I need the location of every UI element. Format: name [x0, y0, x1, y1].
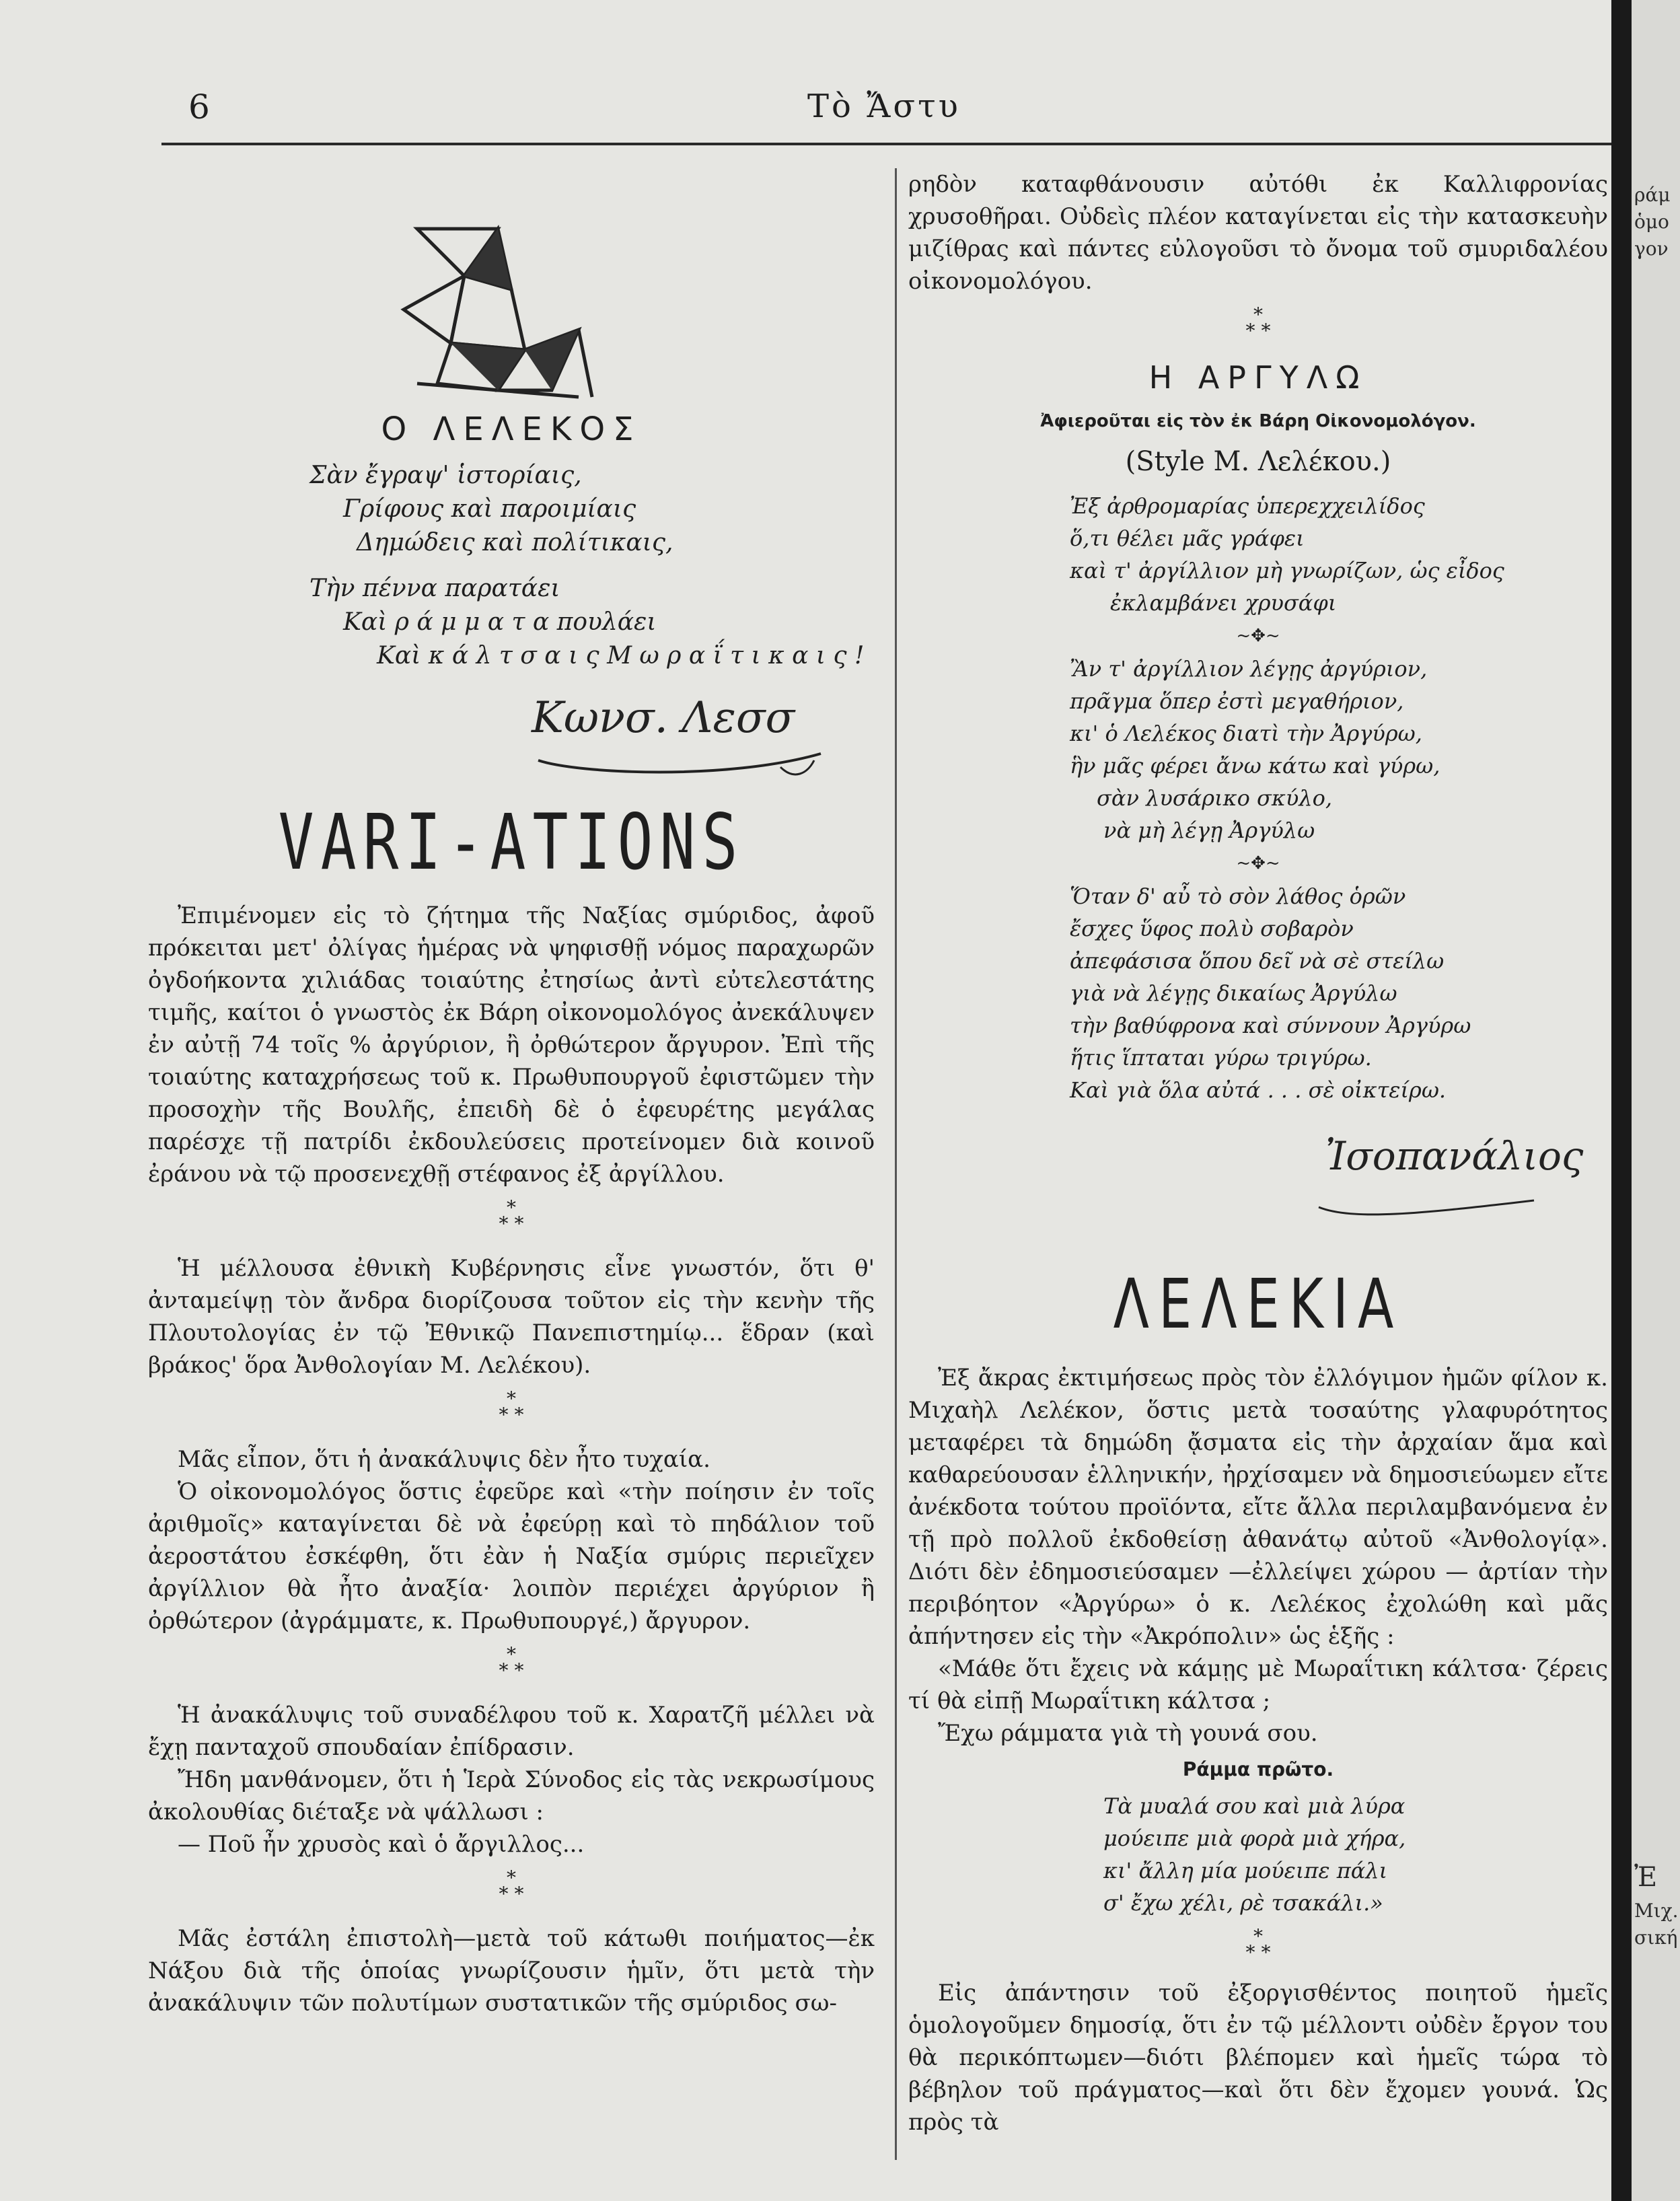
adjacent-page-fragment: Μιχ.: [1634, 1900, 1679, 1922]
poem-line: ἔσχες ὕφος πολὺ σοβαρὸν: [1070, 916, 1354, 941]
poem-line: Τὰ μυαλά σου καὶ μιὰ λύρα: [1103, 1793, 1405, 1819]
poem-line: σὰν λυσάρικο σκύλο,: [1097, 785, 1333, 811]
poem-line: μούειπε μιὰ φορὰ μιὰ χήρα,: [1103, 1826, 1406, 1851]
variations-paragraph: Μᾶς εἶπον, ὅτι ἡ ἀνακάλυψις δὲν ἦτο τυχαία.: [178, 1446, 710, 1473]
section-stars: * * *: [499, 1867, 524, 1905]
adjacent-page-fragment: Ἐ: [1634, 1862, 1658, 1893]
poem-line: Ὅταν δ' αὖ τὸ σὸν λάθος ὁρῶν: [1070, 883, 1406, 909]
lelekia-poem: [1103, 1790, 1608, 1919]
page-number: 6: [188, 87, 210, 127]
variations-paragraph: Ἡ μέλλουσα ἐθνικὴ Κυβέρνησις εἶνε γνωστόν, ὅτι θ' ἀνταμείψῃ τὸν ἄνδρα διορίζουσα τοῦτον εἰς τὴν κενὴν τῆς Πλουτολογίας ἐν τῷ Ἐθνικῷ Πανεπιστημίῳ... ἕδραν (καὶ βράκος' ὅρα Ἀνθολογίαν Μ. Λελέκου).: [148, 1255, 875, 1379]
poem-line: ἥτις ἵπταται γύρω τριγύρω.: [1070, 1045, 1372, 1071]
adjacent-page-fragment: γον: [1634, 238, 1669, 260]
lelekia-title: ΛΕΛΕΚΙΑ: [1113, 1265, 1403, 1344]
variations-paragraph: — Ποῦ ἦν χρυσὸς καὶ ὁ ἄργιλλος...: [178, 1831, 585, 1858]
signature-text: Ἰσοπανάλιος: [1325, 1133, 1584, 1179]
section-stars: * * *: [499, 1387, 524, 1426]
lelekos-heading: Ο ΛΕΛΕΚΟΣ: [381, 410, 642, 448]
adjacent-page-fragment: ὁμο: [1634, 211, 1669, 233]
fleuron-ornament-icon: ~✥~: [1236, 853, 1280, 873]
section-stars: * * *: [1245, 1925, 1271, 1963]
adjacent-page-edge: [1632, 0, 1680, 2201]
lelekos-verse: [309, 459, 875, 673]
poem-line: ἣν μᾶς φέρει ἄνω κάτω καὶ γύρω,: [1070, 753, 1440, 779]
left-column: [148, 168, 875, 2019]
running-title: Τὸ Ἄστυ: [807, 87, 961, 125]
lelekia-paragraph: «Μάθε ὅτι ἔχεις νὰ κάμῃς μὲ Μωραΐτικη κάλτσα· ζέρεις τί θὰ εἰπῇ Μωραΐτικη κάλτσα ;: [908, 1655, 1608, 1715]
right-column: [908, 168, 1608, 2138]
column-divider: [895, 168, 897, 2160]
poem-line: Ἂν τ' ἀργίλλιον λέγῃς ἀργύριον,: [1070, 656, 1428, 682]
argylo-dedication: Ἀφιεροῦται εἰς τὸν ἐκ Βάρη Οἰκονομολόγον.: [1040, 411, 1476, 431]
variations-paragraph: Ἐπιμένομεν εἰς τὸ ζήτημα τῆς Ναξίας σμύριδος, ἀφοῦ πρόκειται μετ' ὀλίγας ἡμέρας νὰ ψηφισθῇ νόμος παραχωρῶν ὀγδοήκοντα χιλιάδας τοιαύτης ἐτησίως ἀντὶ εὐτελεστάτης τιμῆς, καίτοι ὁ γνωστὸς ἐκ Βάρη οἰκονομολόγος ἀνεκάλυψεν ἐν αὐτῇ 74 τοῖς % ἀργύριον, ἢ ὀρθώτερον ἄργυρον. Ἐπὶ τῆς τοιαύτης καταχρήσεως τοῦ κ. Πρωθυπουργοῦ ἐφιστῶμεν τὴν προσοχὴν τῆς Βουλῆς, ἐπειδὴ δὲ ὁ ἐφευρέτης μεγάλας παρέσχε τῇ πατρίδι ἐκδουλεύσεις προτείνομεν διὰ κοινοῦ ἐράνου νὰ τῷ προσενεχθῇ στέφανος ἐξ ἀργίλλου.: [148, 902, 875, 1188]
poem-line: ἐκλαμβάνει χρυσάφι: [1110, 590, 1337, 616]
lelekia-paragraph: Ἔχω ράμματα γιὰ τὴ γουνά σου.: [938, 1720, 1318, 1747]
verse-line: Τὴν πέννα παρατάει: [309, 575, 560, 602]
poem-line: καὶ τ' ἀργίλλιον μὴ γνωρίζων, ὡς εἶδος: [1070, 558, 1504, 583]
adjacent-page-fragment: σική: [1634, 1926, 1678, 1949]
poem-line: πρᾶγμα ὅπερ ἐστὶ μεγαθήριον,: [1070, 688, 1404, 714]
section-stars: * * *: [499, 1196, 524, 1235]
argylo-stanza-1: [1070, 490, 1608, 619]
poem-line: γιὰ νὰ λέγῃς δικαίως Ἀργύλω: [1070, 980, 1397, 1006]
poem-line: ὅ,τι θέλει μᾶς γράφει: [1070, 526, 1305, 551]
argylo-stanza-2: [1070, 653, 1608, 846]
poem-line: Ἐξ ἀρθρομαρίας ὑπερεχχειλίδος: [1070, 493, 1425, 519]
poem-line: Καὶ γιὰ ὅλα αὐτά . . . σὲ οἰκτείρω.: [1070, 1077, 1447, 1103]
header-rule: [161, 143, 1615, 145]
page-gutter-shadow: [1611, 0, 1632, 2201]
poem-line: τὴν βαθύφρονα καὶ σύννουν Ἀργύρω: [1070, 1013, 1471, 1038]
poem-line: κι' ὁ Λελέκος διατὶ τὴν Ἀργύρω,: [1070, 721, 1422, 746]
variations-paragraph: Ἤδη μανθάνομεν, ὅτι ἡ Ἱερὰ Σύνοδος εἰς τὰς νεκρωσίμους ἀκολουθίας διέταξε νὰ ψάλλωσι :: [148, 1766, 875, 1826]
origami-stork-icon: [377, 195, 619, 410]
argylo-heading: Η ΑΡΓΥΛΩ: [1148, 359, 1368, 396]
poem-line: κι' ἄλλη μία μούειπε πάλι: [1103, 1858, 1388, 1883]
section-stars: * * *: [499, 1643, 524, 1682]
origami-stork-logo: [148, 168, 875, 410]
poem-line: ἀπεφάσισα ὅπου δεῖ νὰ σὲ στείλω: [1070, 948, 1445, 974]
verse-line: Γρίφους καὶ παροιμίαις: [343, 495, 636, 523]
section-stars: * * *: [1245, 303, 1271, 342]
lelekia-subtitle: Ράμμα πρῶτο.: [1182, 1758, 1334, 1780]
signature-text: Κωνσ. Λεσσ: [532, 693, 795, 743]
variations-paragraph: Ὁ οἰκονομολόγος ὅστις ἐφεῦρε καὶ «τὴν ποίησιν ἐν τοῖς ἀριθμοῖς» καταγίνεται δὲ νὰ ἐφεύρῃ καὶ τὸ πηδάλιον τοῦ ἀεροστάτου ἐσκέφθη, ὅτι ἐὰν ἡ Ναξία σμύρις περιεῖχεν ἀργίλλιον θὰ ἦτο ἀναξία· λοιπὸν περιέχει ἀργύριον ἢ ὀρθώτερον (ἀγράμματε, κ. Πρωθυπουργέ,) ἄργυρον.: [148, 1478, 875, 1634]
verse-line: Δημώδεις καὶ πολίτικαις,: [357, 529, 673, 556]
lelekia-paragraph: Ἐξ ἄκρας ἐκτιμήσεως πρὸς τὸν ἐλλόγιμον ἡμῶν φίλον κ. Μιχαὴλ Λελέκον, ὅστις μετὰ τοσαύτης γλαφυρότητος μεταφέρει τὰ δημώδη ᾄσματα εἰς τὴν ἀρχαίαν ἅμα καὶ καθαρεύουσαν ἑλληνικήν, ἠρχίσαμεν νὰ δημοσιεύωμεν εἴτε ἀνέκδοτα τούτου προϊόντα, εἴτε ἄλλα περιλαμβανόμενα ἐν τῇ πρὸ πολλοῦ ἐκδοθείσῃ ἀθανάτῳ αὐτοῦ «Ἀνθολογίᾳ». Διότι δὲν ἐδημοσιεύσαμεν —ἐλλείψει χώρου — ἀρτίαν τὴν περιβόητον «Ἀργύρω» ὁ κ. Λελέκος ἐχολώθη καὶ μᾶς ἀπήντησεν εἰς τὴν «Ἀκρόπολιν» ὡς ἑξῆς :: [908, 1365, 1608, 1650]
adjacent-page-fragment: ράμ: [1634, 184, 1671, 206]
argylo-style-line: (Style Μ. Λελέκου.): [1125, 446, 1391, 477]
page-header: [161, 81, 1608, 148]
verse-line: Σὰν ἔγραψ' ἱστορίαις,: [309, 462, 582, 489]
continued-paragraph: ρηδὸν καταφθάνουσιν αὐτόθι ἐκ Καλλιφρονίας χρυσοθῆραι. Οὐδεὶς πλέον καταγίνεται εἰς τὴν κατασκευὴν μιζίθρας καὶ πάντες εὐλογοῦσι τὸ ὄνομα τοῦ σμυριδαλέου οἰκονομολόγου.: [908, 171, 1608, 295]
poem-line: νὰ μὴ λέγῃ Ἀργύλω: [1103, 818, 1315, 843]
verse-line: Καὶ κ ά λ τ σ α ι ς Μ ω ρ α ΐ τ ι κ α ι ς !: [377, 642, 865, 670]
poem-line: σ' ἔχω χέλι, ρὲ τσακάλι.»: [1103, 1890, 1383, 1916]
fleuron-ornament-icon: ~✥~: [1236, 626, 1280, 646]
verse-line: Καὶ ρ ά μ μ α τ α πουλάει: [343, 608, 657, 636]
lelekia-paragraph: Εἰς ἀπάντησιν τοῦ ἐξοργισθέντος ποιητοῦ ἡμεῖς ὁμολογοῦμεν δημοσίᾳ, ὅτι ἐν τῷ μέλλοντι οὐδὲν ἔργον του θὰ περικόπτωμεν—διότι βλέπομεν καὶ ἡμεῖς τώρα τὸ βέβηλον τοῦ πράγματος—καὶ ὅτι δὲν ἔχομεν γουνά. Ὡς πρὸς τὰ: [908, 1980, 1608, 2136]
variations-paragraph: Μᾶς ἐστάλη ἐπιστολὴ—μετὰ τοῦ κάτωθι ποιήματος—ἐκ Νάξου διὰ τῆς ὁποίας γνωρίζουσιν ἡμῖν, ὅτι μετὰ τὴν ἀνακάλυψιν τῶν πολυτίμων συστατικῶν τῆς σμύριδος σω-: [148, 1925, 875, 2017]
argylo-signature: [908, 1120, 1608, 1234]
argylo-stanza-3: [1070, 880, 1608, 1106]
variations-paragraph: Ἡ ἀνακάλυψις τοῦ συναδέλφου τοῦ κ. Χαρατζῆ μέλλει νὰ ἔχῃ πανταχοῦ σπουδαίαν ἐπίδρασιν.: [148, 1702, 875, 1761]
variations-title: VARI-ATIONS: [278, 797, 745, 888]
lelekos-signature: [148, 673, 875, 787]
